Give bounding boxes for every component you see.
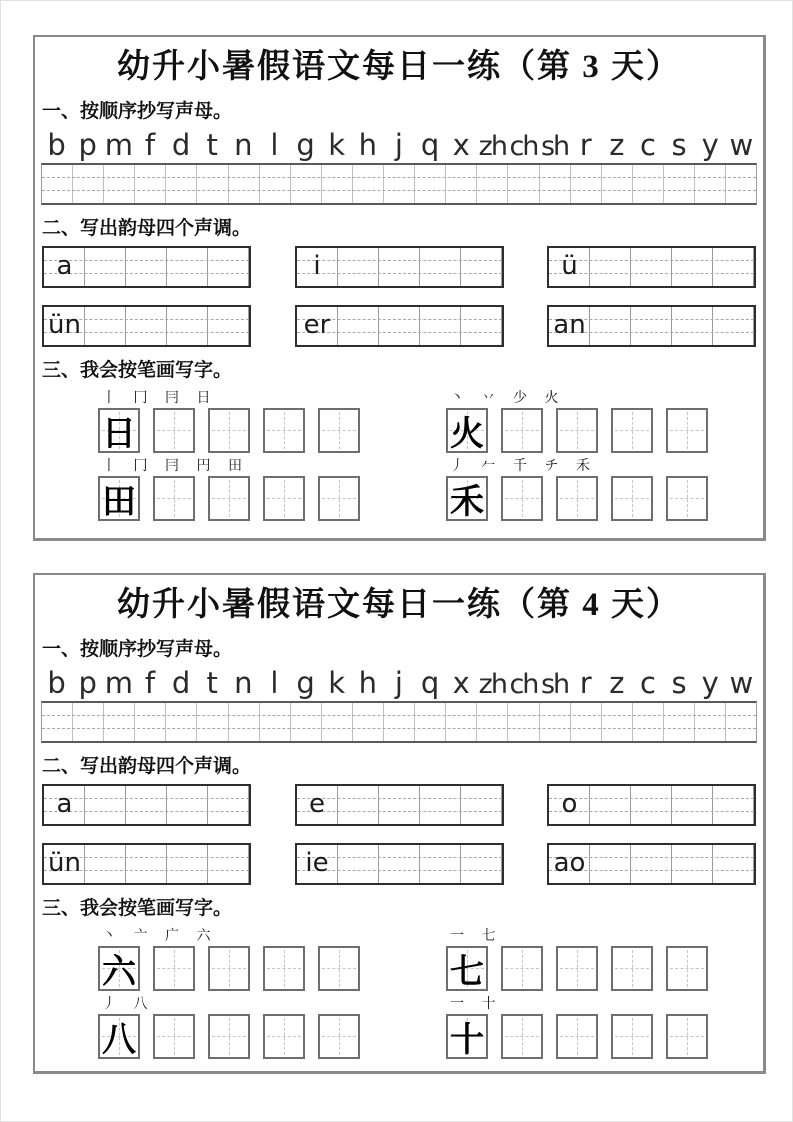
initial-letter-n: n — [234, 666, 253, 701]
hanzi-model-cell — [98, 408, 140, 453]
tone-writing-cell — [338, 248, 379, 286]
hanzi-model-cell — [98, 476, 140, 521]
final-box-i — [295, 246, 504, 288]
tone-writing-cell — [420, 248, 461, 286]
tone-writing-cell — [208, 786, 249, 824]
stroke-order-sequence: 丿 𠂉 千 チ 禾 — [450, 458, 597, 474]
writing-cell — [695, 165, 726, 203]
stroke-order-sequence: 丨 冂 冃 円 田 — [102, 458, 249, 474]
tone-writing-cell — [379, 307, 420, 345]
hanzi-practice-cell — [263, 408, 305, 453]
guide-line — [42, 728, 756, 729]
initial-letter-x: x — [452, 128, 470, 163]
final-letter-er: er — [303, 309, 331, 340]
hanzi-practice-cell — [318, 1014, 360, 1059]
tone-writing-cell — [590, 307, 631, 345]
initial-letter-f: f — [144, 128, 156, 163]
hanzi-cells-row — [98, 476, 399, 521]
tone-writing-cell — [590, 786, 631, 824]
writing-cell — [384, 165, 415, 203]
tone-writing-cell — [672, 307, 713, 345]
section-3-heading: 三、我会按笔画写字。 — [42, 897, 233, 919]
writing-cell — [135, 703, 166, 741]
hanzi-practice-cell — [208, 1014, 250, 1059]
stroke-order-sequence: 丿 八 — [102, 996, 155, 1012]
hanzi-practice-cell — [611, 946, 653, 991]
initial-letter-sh: sh — [540, 668, 569, 700]
model-character-六: 六 — [102, 953, 136, 991]
hanzi-model-cell — [98, 1014, 140, 1059]
initial-letter-m: m — [104, 666, 133, 701]
hanzi-practice-cell — [318, 476, 360, 521]
hanzi-cells-row — [98, 408, 399, 453]
writing-cell — [291, 703, 322, 741]
finals-row — [42, 246, 756, 288]
hanzi-model-cell — [446, 408, 488, 453]
initial-letter-j: j — [394, 666, 403, 701]
model-character-火: 火 — [450, 415, 484, 453]
final-box-ün — [42, 843, 251, 885]
final-letter-ü: ü — [561, 250, 578, 281]
tone-writing-cell — [461, 248, 502, 286]
hanzi-practice-cell — [501, 408, 543, 453]
finals-row — [42, 784, 756, 826]
writing-cell — [664, 703, 695, 741]
hanzi-practice-cell — [666, 1014, 708, 1059]
tone-writing-cell — [590, 248, 631, 286]
final-letter-ün: ün — [48, 847, 81, 878]
stroke-order-sequence: 一 七 — [450, 928, 503, 944]
stroke-practice-火 — [399, 390, 758, 453]
initial-letter-s: s — [671, 128, 687, 163]
tone-writing-cell — [672, 845, 713, 883]
tone-writing-cell — [713, 786, 754, 824]
writing-cell — [166, 165, 197, 203]
tone-writing-cell — [631, 786, 672, 824]
writing-cell — [602, 165, 633, 203]
tone-writing-cell — [631, 307, 672, 345]
writing-cell — [291, 165, 322, 203]
hanzi-practice-cell — [611, 408, 653, 453]
initial-letter-m: m — [104, 128, 133, 163]
writing-cell — [477, 703, 508, 741]
worksheet-title: 幼升小暑假语文每日一练（第 4 天） — [117, 587, 681, 623]
writing-cell — [322, 703, 353, 741]
tone-writing-cell — [85, 845, 126, 883]
writing-cell — [726, 165, 756, 203]
model-character-十: 十 — [450, 1021, 484, 1059]
stroke-practice-十 — [399, 996, 758, 1059]
initial-letter-t: t — [206, 128, 218, 163]
writing-cell — [229, 703, 260, 741]
hanzi-practice-cell — [666, 946, 708, 991]
writing-cell — [353, 703, 384, 741]
initial-letter-y: y — [701, 128, 719, 163]
writing-cell — [446, 703, 477, 741]
writing-cell — [73, 165, 104, 203]
tone-writing-cell — [713, 307, 754, 345]
writing-cell — [384, 703, 415, 741]
hanzi-cells-row — [98, 946, 399, 991]
hanzi-cells-row — [98, 1014, 399, 1059]
initial-letter-p: p — [78, 666, 97, 701]
model-character-八: 八 — [102, 1021, 136, 1059]
worksheet-day-3 — [33, 35, 766, 541]
initial-letter-g: g — [296, 128, 315, 163]
initial-letter-y: y — [701, 666, 719, 701]
initial-letter-d: d — [171, 128, 191, 163]
final-box-er — [295, 305, 504, 347]
initial-letter-n: n — [234, 128, 253, 163]
tone-writing-cell — [379, 248, 420, 286]
writing-cell — [260, 703, 291, 741]
writing-cell — [197, 703, 228, 741]
writing-cell — [477, 165, 508, 203]
initial-letter-c: c — [639, 128, 656, 163]
hanzi-model-cell — [446, 476, 488, 521]
initial-letter-q: q — [420, 128, 440, 163]
initial-letter-q: q — [420, 666, 440, 701]
stroke-order-sequence: 丶 亠 广 六 — [102, 928, 218, 944]
tone-writing-cell — [167, 307, 208, 345]
character-practice-row — [40, 928, 758, 991]
tone-writing-cell — [126, 786, 167, 824]
initial-letter-l: l — [270, 128, 279, 163]
hanzi-practice-cell — [263, 946, 305, 991]
model-character-七: 七 — [450, 953, 484, 991]
stroke-practice-禾 — [399, 458, 758, 521]
writing-cell — [726, 703, 756, 741]
writing-cell — [664, 165, 695, 203]
writing-cell — [571, 165, 602, 203]
initial-letter-z: z — [609, 128, 625, 163]
tone-writing-cell — [208, 307, 249, 345]
tone-writing-cell — [85, 786, 126, 824]
initial-letter-j: j — [394, 128, 403, 163]
hanzi-model-cell — [446, 946, 488, 991]
final-letter-o: o — [561, 788, 578, 819]
final-box-a — [42, 784, 251, 826]
writing-cell — [73, 703, 104, 741]
initial-letter-c: c — [639, 666, 656, 701]
model-character-禾: 禾 — [450, 483, 484, 521]
tone-writing-cell — [672, 786, 713, 824]
initial-letter-k: k — [328, 128, 346, 163]
tone-writing-cell — [208, 845, 249, 883]
final-box-ie — [295, 843, 504, 885]
final-box-ü — [547, 246, 756, 288]
final-letter-i: i — [313, 250, 321, 281]
tone-writing-cell — [461, 786, 502, 824]
tone-writing-cell — [461, 307, 502, 345]
tone-writing-cell — [672, 248, 713, 286]
tone-writing-cell — [713, 845, 754, 883]
writing-cell — [353, 165, 384, 203]
writing-cell — [415, 165, 446, 203]
finals-row — [42, 843, 756, 885]
final-letter-a: a — [56, 788, 73, 819]
writing-cell — [695, 703, 726, 741]
hanzi-practice-cell — [318, 946, 360, 991]
writing-cell — [197, 165, 228, 203]
hanzi-practice-cell — [556, 1014, 598, 1059]
tone-writing-cell — [167, 845, 208, 883]
initial-letter-r: r — [579, 666, 592, 701]
initial-letter-f: f — [144, 666, 156, 701]
hanzi-cells-row — [446, 476, 758, 521]
tone-writing-cell — [420, 845, 461, 883]
hanzi-cells-row — [446, 1014, 758, 1059]
tone-writing-cell — [338, 845, 379, 883]
guide-line — [42, 177, 756, 178]
writing-cell — [633, 165, 664, 203]
initial-letter-r: r — [579, 128, 592, 163]
final-box-ün — [42, 305, 251, 347]
hanzi-cells-row — [446, 408, 758, 453]
pinyin-writing-grid — [41, 701, 757, 743]
initials-row — [41, 662, 757, 699]
hanzi-practice-cell — [666, 476, 708, 521]
hanzi-practice-cell — [611, 1014, 653, 1059]
hanzi-practice-cell — [501, 946, 543, 991]
initial-letter-h: h — [358, 666, 377, 701]
writing-cell — [602, 703, 633, 741]
hanzi-practice-cell — [208, 476, 250, 521]
tone-writing-cell — [167, 786, 208, 824]
final-letter-ün: ün — [48, 309, 81, 340]
initials-row — [41, 124, 757, 161]
hanzi-practice-cell — [153, 1014, 195, 1059]
initial-letter-h: h — [358, 128, 377, 163]
tone-writing-cell — [126, 248, 167, 286]
hanzi-practice-cell — [153, 408, 195, 453]
hanzi-practice-cell — [208, 946, 250, 991]
final-letter-an: an — [553, 309, 586, 340]
tone-writing-cell — [208, 248, 249, 286]
tone-writing-cell — [167, 248, 208, 286]
tone-writing-cell — [85, 307, 126, 345]
hanzi-practice-cell — [263, 476, 305, 521]
writing-cell — [260, 165, 291, 203]
pinyin-writing-grid — [41, 163, 757, 205]
initial-letter-ch: ch — [509, 668, 538, 700]
worksheet-day-4 — [33, 573, 766, 1074]
tone-writing-cell — [126, 307, 167, 345]
writing-cell — [104, 703, 135, 741]
model-character-日: 日 — [102, 415, 136, 453]
final-letter-ie: ie — [305, 847, 329, 878]
tone-writing-cell — [379, 786, 420, 824]
hanzi-practice-cell — [153, 946, 195, 991]
worksheet-title: 幼升小暑假语文每日一练（第 3 天） — [117, 49, 681, 85]
hanzi-cells-row — [446, 946, 758, 991]
finals-row — [42, 305, 756, 347]
character-practice-row — [40, 996, 758, 1059]
tone-writing-cell — [379, 845, 420, 883]
hanzi-practice-cell — [263, 1014, 305, 1059]
section-2-heading: 二、写出韵母四个声调。 — [42, 217, 252, 239]
initial-letter-zh: zh — [478, 130, 506, 162]
hanzi-model-cell — [98, 946, 140, 991]
tone-writing-cell — [85, 248, 126, 286]
tone-writing-cell — [590, 845, 631, 883]
stroke-order-sequence: 丶 丷 少 火 — [450, 390, 566, 406]
initial-letter-z: z — [609, 666, 625, 701]
tone-writing-cell — [338, 786, 379, 824]
hanzi-practice-cell — [611, 476, 653, 521]
hanzi-practice-cell — [556, 946, 598, 991]
initial-letter-w: w — [729, 128, 754, 163]
tone-writing-cell — [631, 845, 672, 883]
model-character-田: 田 — [102, 483, 136, 521]
tone-writing-cell — [461, 845, 502, 883]
character-practice-row — [40, 390, 758, 453]
tone-writing-cell — [631, 248, 672, 286]
stroke-order-sequence: 丨 冂 冃 日 — [102, 390, 218, 406]
stroke-practice-八 — [40, 996, 399, 1059]
hanzi-practice-cell — [208, 408, 250, 453]
final-box-an — [547, 305, 756, 347]
hanzi-practice-cell — [318, 408, 360, 453]
initial-letter-d: d — [171, 666, 191, 701]
initial-letter-zh: zh — [478, 668, 506, 700]
guide-line — [42, 715, 756, 716]
section-1-heading: 一、按顺序抄写声母。 — [42, 638, 233, 660]
writing-cell — [166, 703, 197, 741]
final-letter-a: a — [56, 250, 73, 281]
stroke-order-sequence: 一 十 — [450, 996, 503, 1012]
final-box-a — [42, 246, 251, 288]
writing-cell — [508, 165, 539, 203]
tone-writing-cell — [126, 845, 167, 883]
writing-cell — [571, 703, 602, 741]
section-3-heading: 三、我会按笔画写字。 — [42, 359, 233, 381]
tone-writing-cell — [713, 248, 754, 286]
writing-cell — [42, 165, 73, 203]
writing-cell — [104, 165, 135, 203]
hanzi-practice-cell — [153, 476, 195, 521]
hanzi-practice-cell — [666, 408, 708, 453]
initial-letter-b: b — [47, 128, 66, 163]
section-1-heading: 一、按顺序抄写声母。 — [42, 100, 233, 122]
writing-cell — [229, 165, 260, 203]
tone-writing-cell — [338, 307, 379, 345]
writing-cell — [446, 165, 477, 203]
final-box-o — [547, 784, 756, 826]
tone-writing-cell — [420, 307, 461, 345]
stroke-practice-日 — [40, 390, 399, 453]
stroke-practice-七 — [399, 928, 758, 991]
final-letter-ao: ao — [553, 847, 586, 878]
final-box-ao — [547, 843, 756, 885]
writing-cell — [415, 703, 446, 741]
writing-cell — [42, 703, 73, 741]
final-box-e — [295, 784, 504, 826]
initial-letter-ch: ch — [509, 130, 538, 162]
writing-cell — [508, 703, 539, 741]
initial-letter-b: b — [47, 666, 66, 701]
writing-cell — [135, 165, 166, 203]
writing-cell — [540, 703, 571, 741]
initial-letter-w: w — [729, 666, 754, 701]
initial-letter-sh: sh — [540, 130, 569, 162]
hanzi-practice-cell — [501, 1014, 543, 1059]
initial-letter-s: s — [671, 666, 687, 701]
writing-cell — [322, 165, 353, 203]
character-practice-row — [40, 458, 758, 521]
final-letter-e: e — [309, 788, 325, 819]
stroke-practice-六 — [40, 928, 399, 991]
writing-cell — [540, 165, 571, 203]
writing-cell — [633, 703, 664, 741]
initial-letter-x: x — [452, 666, 470, 701]
tone-writing-cell — [420, 786, 461, 824]
hanzi-practice-cell — [501, 476, 543, 521]
stroke-practice-田 — [40, 458, 399, 521]
initial-letter-p: p — [78, 128, 97, 163]
hanzi-practice-cell — [556, 476, 598, 521]
guide-line — [42, 190, 756, 191]
initial-letter-k: k — [328, 666, 346, 701]
initial-letter-t: t — [206, 666, 218, 701]
initial-letter-g: g — [296, 666, 315, 701]
initial-letter-l: l — [270, 666, 279, 701]
hanzi-practice-cell — [556, 408, 598, 453]
hanzi-model-cell — [446, 1014, 488, 1059]
section-2-heading: 二、写出韵母四个声调。 — [42, 755, 252, 777]
